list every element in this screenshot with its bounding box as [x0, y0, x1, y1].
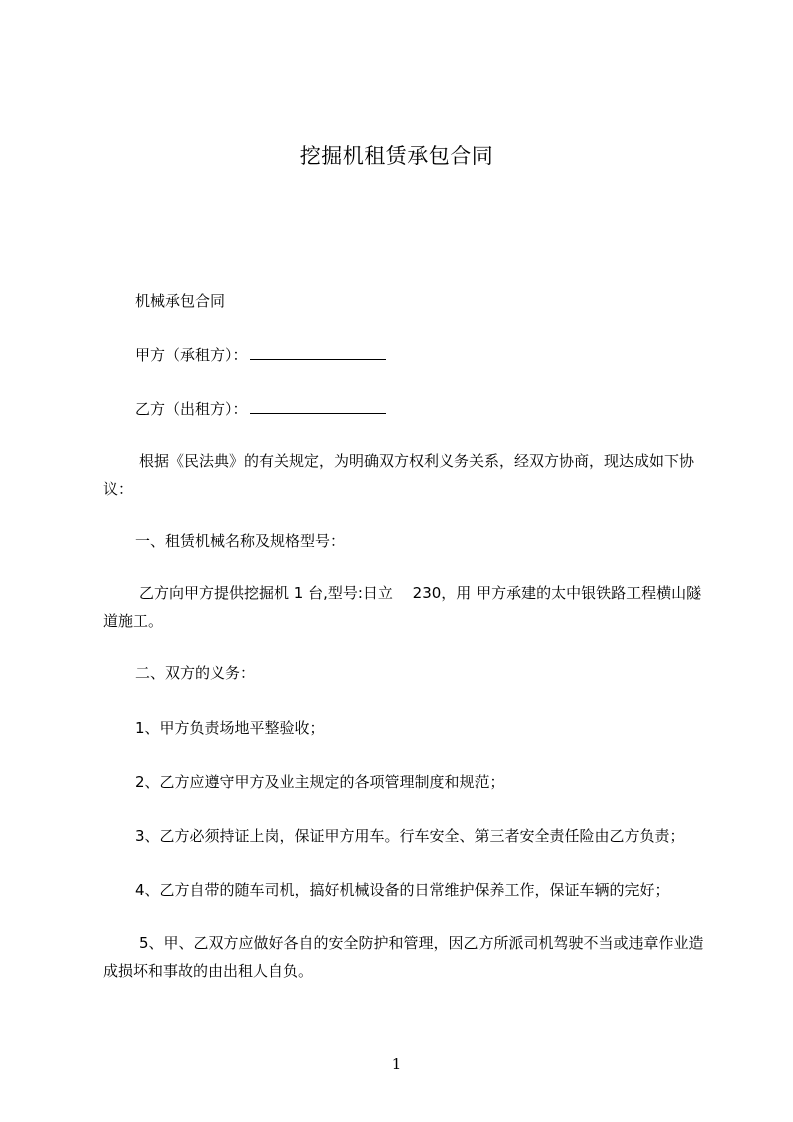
preamble-text: 根据《民法典》的有关规定，为明确双方权利义务关系，经双方协商，现达成如下协议：	[103, 452, 695, 498]
list-item: 2、乙方应遵守甲方及业主规定的各项管理制度和规范；	[135, 773, 505, 791]
list-item: 4、乙方自带的随车司机，搞好机械设备的日常维护保养工作，保证车辆的完好；	[135, 881, 670, 899]
page-number: 1	[391, 1055, 402, 1073]
party-b-line	[135, 397, 386, 421]
list-item: 3、乙方必须持证上岗，保证甲方用车。行车安全、第三者安全责任险由乙方负责；	[135, 827, 685, 845]
section-2-heading: 二、双方的义务：	[135, 664, 256, 682]
section-1-paragraph	[103, 579, 707, 635]
section-1-text: 乙方向甲方提供挖掘机 1 台,型号:日立 230，用 甲方承建的太中银铁路工程横山隧道施工。	[103, 584, 702, 630]
party-b-blank	[250, 399, 386, 414]
party-b-label: 乙方（出租方）：	[135, 400, 248, 418]
section-1-heading: 一、租赁机械名称及规格型号：	[135, 532, 346, 550]
page-title: 挖掘机租赁承包合同	[299, 144, 494, 168]
list-item: 1、甲方负责场地平整验收；	[135, 719, 325, 737]
party-a-blank	[250, 345, 386, 360]
party-a-label: 甲方（承租方）：	[135, 346, 248, 364]
list-item: 5、甲、乙双方应做好各自的安全防护和管理，因乙方所派司机驾驶不当或违章作业造成损坏和事故的由出租人自负。	[103, 934, 704, 980]
list-item-paragraph	[103, 929, 707, 985]
contract-subtitle: 机械承包合同	[135, 292, 226, 310]
preamble-paragraph	[103, 447, 707, 503]
party-a-line	[135, 343, 386, 367]
